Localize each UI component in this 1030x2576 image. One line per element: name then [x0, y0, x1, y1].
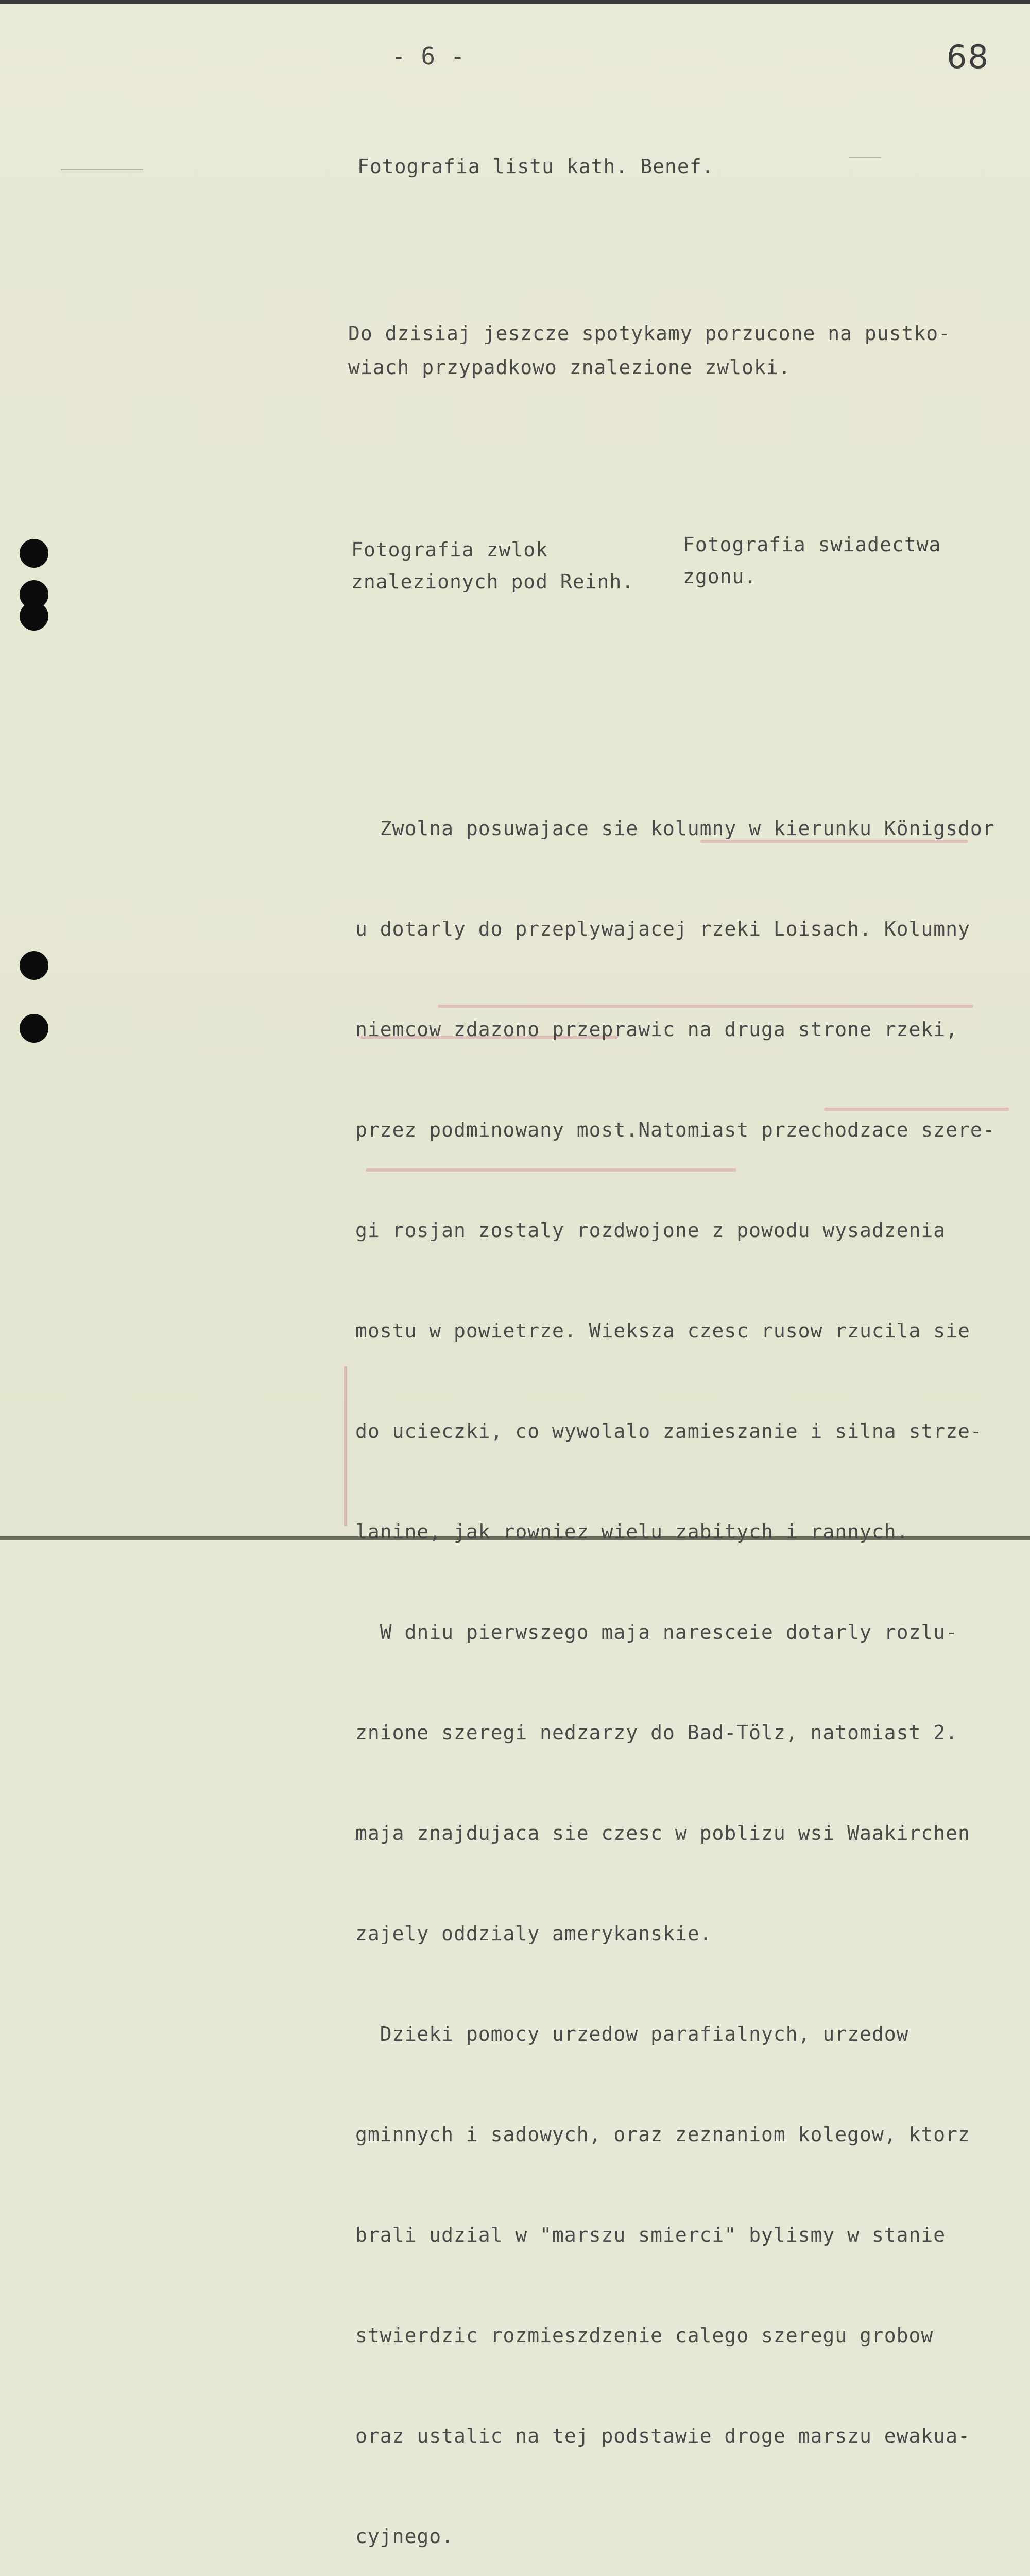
text-line: gminnych i sadowych, oraz zeznaniom kolegow, ktorz: [355, 2123, 970, 2146]
body-text: [355, 745, 995, 2576]
top-edge: [0, 0, 1030, 4]
margin-dash: [849, 157, 881, 158]
margin-dash: [61, 169, 143, 170]
text-line: Do dzisiaj jeszcze spotykamy porzucone na pustko-: [348, 322, 951, 345]
text-line: zajely oddzialy amerykanskie.: [355, 1922, 712, 1945]
text-line: znione szeregi nedzarzy do Bad-Tölz, natomiast 2.: [355, 1721, 958, 1744]
text-line: u dotarly do przeplywajacej rzeki Loisach. Kolumny: [355, 918, 970, 940]
text-line: niemcow zdazono przeprawic na druga strone rzeki,: [355, 1018, 958, 1041]
text-line: Fotografia swiadectwa: [683, 533, 941, 556]
punch-hole-icon: [20, 951, 48, 980]
red-margin-mark: [344, 1366, 347, 1526]
heading-line: Fotografia listu kath. Benef.: [357, 155, 714, 178]
text-line: do ucieczki, co wywolalo zamieszanie i silna strze-: [355, 1420, 983, 1443]
text-line: cyjnego.: [355, 2525, 454, 2548]
text-line: przez podminowany most.Natomiast przechodzace szere-: [355, 1118, 995, 1141]
text-line: gi rosjan zostaly rozdwojone z powodu wysadzenia: [355, 1219, 946, 1242]
text-line: wiach przypadkowo znalezione zwloki.: [348, 356, 791, 379]
text-line: mostu w powietrze. Wieksza czesc rusow rzucila sie: [355, 1319, 970, 1342]
text-line: brali udzial w "marszu smierci" bylismy w stanie: [355, 2224, 946, 2246]
caption-left: [351, 534, 634, 598]
punch-hole-icon: [20, 602, 48, 631]
punch-hole-icon: [20, 539, 48, 568]
paragraph-top: [348, 316, 951, 384]
text-line: stwierdzic rozmieszdzenie calego szeregu grobow: [355, 2324, 934, 2347]
text-line: oraz ustalic na tej podstawie droge marszu ewakua-: [355, 2425, 970, 2447]
punch-hole-icon: [20, 1014, 48, 1043]
text-line: maja znajdujaca sie czesc w poblizu wsi Waakirchen: [355, 1822, 970, 1844]
text-line: W dniu pierwszego maja naresceie dotarly rozlu-: [355, 1621, 958, 1643]
text-line: znalezionych pod Reinh.: [351, 570, 634, 593]
page-marker: - 6 -: [391, 42, 466, 70]
text-line: Dzieki pomocy urzedow parafialnych, urzedow: [355, 2023, 909, 2045]
text-line: zgonu.: [683, 565, 757, 588]
folio-number: 68: [947, 38, 989, 76]
text-line: lanine, jak rowniez wielu zabitych i rannych.: [355, 1520, 909, 1543]
caption-right: [683, 529, 941, 592]
text-line: Fotografia zwlok: [351, 538, 548, 561]
text-line: Zwolna posuwajace sie kolumny w kierunku Königsdor: [355, 817, 995, 840]
